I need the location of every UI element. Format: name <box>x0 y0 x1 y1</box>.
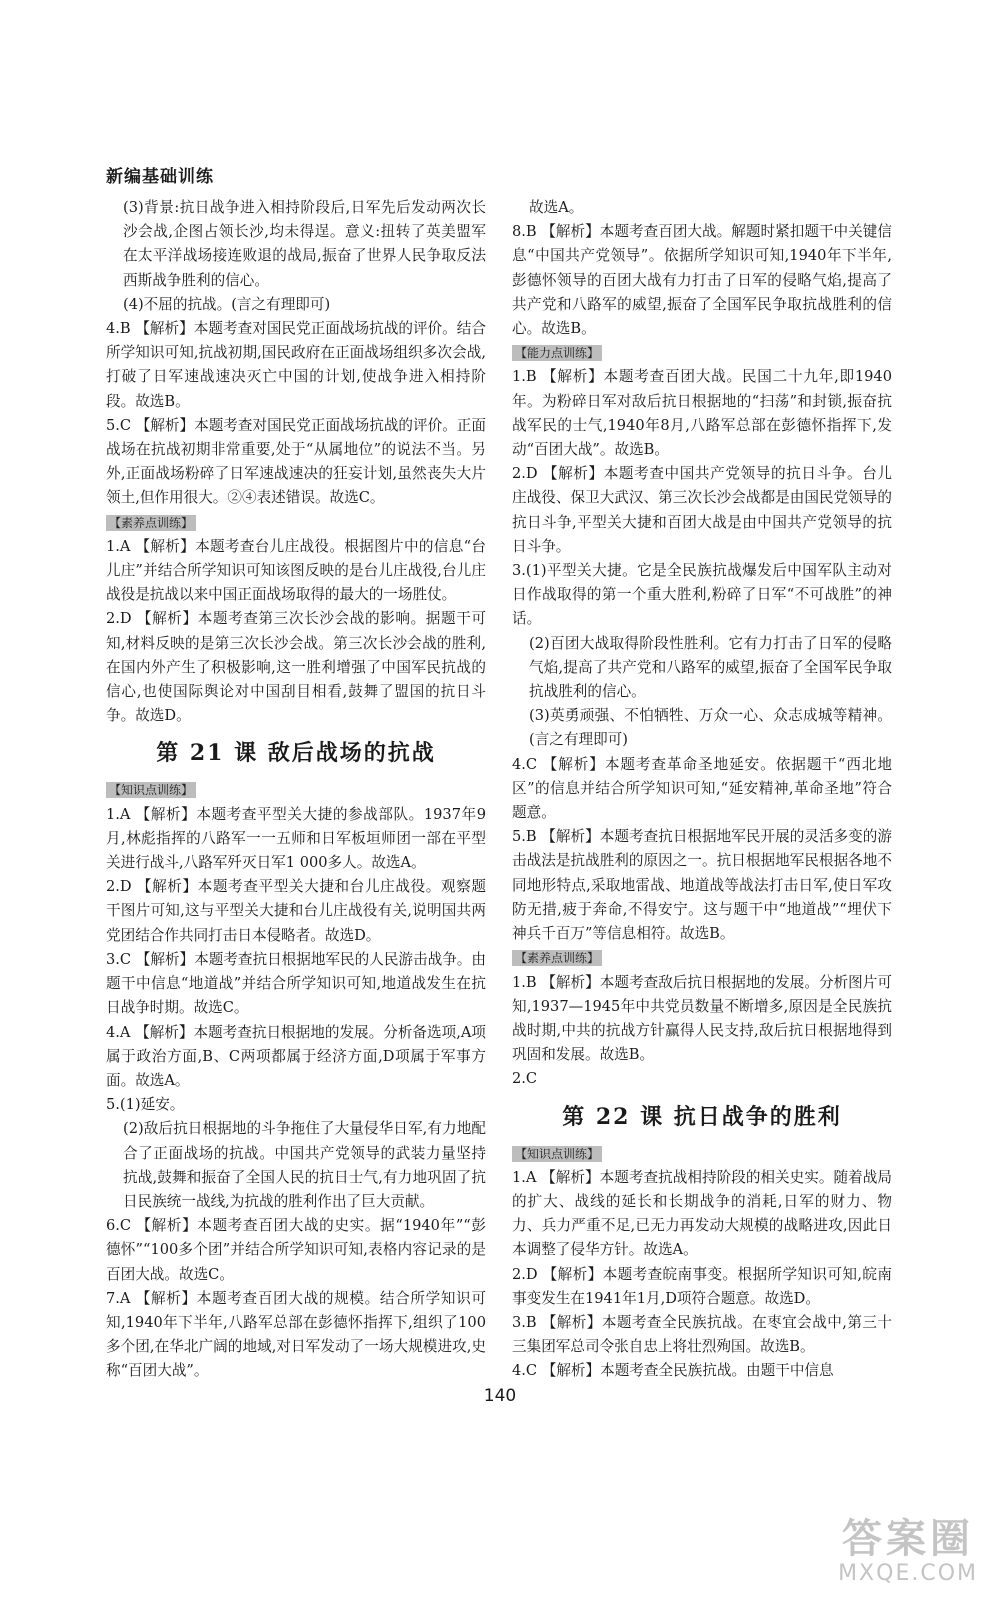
answer-item: 8.B 【解析】本题考查百团大战。解题时紧扣题干中关键信息“中国共产党领导”。依据所学知识可知,1940年下半年,彭德怀领导的百团大战有力打击了日军的侵略气焰,提高了共产党和八路军的威望,振奋了全国军民争取抗战胜利的信心。故选B。 <box>512 223 892 338</box>
page-number: 140 <box>483 1386 517 1406</box>
right-column <box>512 196 892 1384</box>
section-tag: 【素养点训练】 <box>512 950 602 966</box>
watermark-url: MXQE.COM <box>838 1561 978 1586</box>
answer-item: 4.A 【解析】本题考查抗日根据地的发展。分析备选项,A项属于政治方面,B、C两项都属于经济方面,D项属于军事方面。故选A。 <box>106 1023 486 1089</box>
answer-item: (2)百团大战取得阶段性胜利。它有力打击了日军的侵略气焰,提高了共产党和八路军的威望,振奋了全国军民争取抗战胜利的信心。 <box>529 634 892 701</box>
answer-item: (4)不屈的抗战。(言之有理即可) <box>123 295 331 313</box>
section-tag-row <box>106 778 486 802</box>
answer-item: (2)敌后抗日根据地的斗争拖住了大量侵华日军,有力地配合了正面战场的抗战。中国共产党领导的武装力量坚持抗战,鼓舞和振奋了全国人民的抗日士气,有力地巩固了抗日民族统一战线,为抗战的胜利作出了巨大贡献。 <box>123 1120 486 1210</box>
section-tag: 【能力点训练】 <box>512 345 602 361</box>
answer-item: 3.B 【解析】本题考查全民族抗战。在枣宜会战中,第三十三集团军总司令张自忠上将壮烈殉国。故选B。 <box>512 1313 892 1356</box>
section-tag-row <box>512 946 892 970</box>
answer-item: (3)背景:抗日战争进入相持阶段后,日军先后发动两次长沙会战,企图占领长沙,均未得逞。意义:扭转了英美盟军在太平洋战场接连败退的战局,振奋了世界人民争取反法西斯战争胜利的信心。 <box>123 199 486 289</box>
watermark <box>838 1517 978 1586</box>
left-column <box>106 196 486 1384</box>
page-header-title: 新编基础训练 <box>106 167 214 187</box>
answer-item: 1.A 【解析】本题考查台儿庄战役。根据图片中的信息“台儿庄”并结合所学知识可知该图反映的是台儿庄战役,台儿庄战役是抗战以来中国正面战场取得的最大的一场胜仗。 <box>106 537 486 604</box>
section-tag: 【知识点训练】 <box>106 782 196 798</box>
answer-item: 2.D 【解析】本题考查中国共产党领导的抗日斗争。台儿庄战役、保卫大武汉、第三次长沙会战都是由国民党领导的抗日斗争,平型关大捷和百团大战是由中国共产党领导的抗日斗争。 <box>512 465 892 555</box>
section-tag-row <box>512 341 892 365</box>
answer-item: 2.D 【解析】本题考查第三次长沙会战的影响。据题干可知,材料反映的是第三次长沙会战。第三次长沙会战的胜利,在国内外产生了积极影响,这一胜利增强了中国军民抗战的信心,也使国际舆论对中国刮目相看,鼓舞了盟国的抗日斗争。故选D。 <box>106 610 486 725</box>
watermark-logo: 答案圈 <box>842 1516 975 1562</box>
section-tag-row <box>512 1142 892 1166</box>
answer-item: 5.C 【解析】本题考查对国民党正面战场抗战的评价。正面战场在抗战初期非常重要,处于“从属地位”的说法不当。另外,正面战场粉碎了日军速战速决的狂妄计划,虽然丧失大片领土,但作用很大。②④表述错误。故选C。 <box>106 416 486 507</box>
lesson-title: 第 22 课 抗日战争的胜利 <box>562 1103 842 1130</box>
answer-item: 6.C 【解析】本题考查百团大战的史实。据“1940年”“彭德怀”“100多个团”并结合所学知识可知,表格内容记录的是百团大战。故选C。 <box>106 1217 486 1283</box>
answer-item: 7.A 【解析】本题考查百团大战的规模。结合所学知识可知,1940年下半年,八路军总部在彭德怀指挥下,组织了100多个团,在华北广阔的地域,对日军发动了一场大规模进攻,史称“百团大战”。 <box>106 1289 486 1380</box>
answer-item: 1.B 【解析】本题考查百团大战。民国二十九年,即1940年。为粉碎日军对敌后抗日根据地的“扫荡”和封锁,振奋抗战军民的士气,1940年8月,八路军总部在彭德怀指挥下,发动“百团大战”。故选B。 <box>512 368 892 459</box>
answer-item: 4.C 【解析】本题考查革命圣地延安。依据题干“西北地区”的信息并结合所学知识可知,“延安精神,革命圣地”符合题意。 <box>512 755 892 822</box>
answer-item: 4.C 【解析】本题考查全民族抗战。由题干中信息 <box>512 1362 834 1380</box>
section-tag: 【素养点训练】 <box>106 515 196 531</box>
answer-item: 2.D 【解析】本题考查皖南事变。根据所学知识可知,皖南事变发生在1941年1月,D项符合题意。故选D。 <box>512 1265 892 1307</box>
section-tag-row <box>106 511 486 535</box>
answer-item: 3.C 【解析】本题考查抗日根据地军民的人民游击战争。由题干中信息“地道战”并结合所学知识可知,地道战发生在抗日战争时期。故选C。 <box>106 950 486 1017</box>
answer-item: 2.C <box>512 1070 538 1088</box>
answer-item: 1.A 【解析】本题考查抗战相持阶段的相关史实。随着战局的扩大、战线的延长和长期战争的消耗,日军的财力、物力、兵力严重不足,已无力再发动大规模的战略进攻,因此日本调整了侵华方针。故选A。 <box>512 1168 892 1259</box>
answer-item: 3.(1)平型关大捷。它是全民族抗战爆发后中国军队主动对日作战取得的第一个重大胜利,粉碎了日军“不可战胜”的神话。 <box>512 562 892 628</box>
answer-item: 1.B 【解析】本题考查敌后抗日根据地的发展。分析图片可知,1937—1945年中共党员数量不断增多,原因是全民族抗战时期,中共的抗战方针赢得人民支持,敌后抗日根据地得到巩固和发展。故选B。 <box>512 973 892 1064</box>
answer-item: 2.D 【解析】本题考查平型关大捷和台儿庄战役。观察题干图片可知,这与平型关大捷和台儿庄战役有关,说明国共两党团结合作共同打击日本侵略者。故选D。 <box>106 878 486 944</box>
answer-item: 故选A。 <box>529 199 584 216</box>
answer-item: 1.A 【解析】本题考查平型关大捷的参战部队。1937年9月,林彪指挥的八路军一一五师和日军板垣师团一部在平型关进行战斗,八路军歼灭日军1 000多人。故选A。 <box>106 805 486 872</box>
answer-item: 5.(1)延安。 <box>106 1096 185 1114</box>
section-tag: 【知识点训练】 <box>512 1146 602 1162</box>
answer-item: (3)英勇顽强、不怕牺牲、万众一心、众志成城等精神。(言之有理即可) <box>529 707 892 749</box>
answer-item: 5.B 【解析】本题考查抗日根据地军民开展的灵活多变的游击战法是抗战胜利的原因之一。抗日根据地军民根据各地不同地形特点,采取地雷战、地道战等战法打击日军,使日军攻防无措,疲于奔命,不得安宁。这与题干中“地道战”“埋伏下神兵千百万”等信息相符。故选B。 <box>512 828 892 943</box>
answer-item: 4.B 【解析】本题考查对国民党正面战场抗战的评价。结合所学知识可知,抗战初期,国民政府在正面战场组织多次会战,打破了日军速战速决灭亡中国的计划,使战争进入相持阶段。故选B。 <box>106 320 486 410</box>
lesson-title: 第 21 课 敌后战场的抗战 <box>156 740 436 767</box>
